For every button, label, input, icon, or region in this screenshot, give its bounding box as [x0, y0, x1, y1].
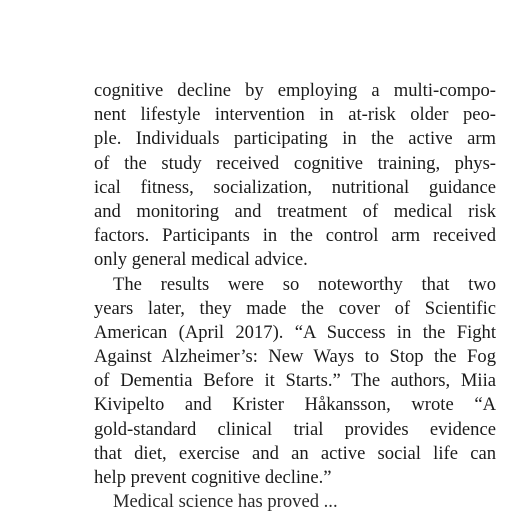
- text-line: of the study received cognitive training, phys-: [94, 152, 496, 174]
- text-line: factors. Participants in the control arm received: [94, 225, 496, 247]
- text-line: years later, they made the cover of Scientific: [94, 297, 496, 319]
- text-line: ical fitness, socialization, nutritional guidance: [94, 176, 496, 198]
- text-line: and monitoring and treatment of medical risk: [94, 200, 496, 222]
- text-line: help prevent cognitive decline.”: [94, 467, 332, 488]
- text-line: American (April 2017). “A Success in the Fight: [94, 321, 496, 343]
- paragraph-1: [94, 79, 496, 273]
- text-line: that diet, exercise and an active social life can: [94, 442, 496, 464]
- cut-off-line: Medical science has proved ...: [113, 491, 338, 512]
- text-line: of Dementia Before it Starts.” The authors, Miia: [94, 370, 496, 392]
- text-line: gold-standard clinical trial provides evidence: [94, 418, 496, 440]
- text-line: cognitive decline by employing a multi-compo-: [94, 80, 496, 101]
- body-text: [94, 79, 496, 512]
- text-line: Against Alzheimer’s: New Ways to Stop the Fog: [94, 346, 496, 368]
- text-line: Kivipelto and Krister Håkansson, wrote “A: [94, 394, 496, 416]
- text-line: only general medical advice.: [94, 249, 308, 271]
- text-line: nent lifestyle intervention in at-risk older peo-: [94, 104, 496, 126]
- text-line: ple. Individuals participating in the active arm: [94, 128, 496, 150]
- paragraph-2: [94, 273, 496, 491]
- text-line: The results were so noteworthy that two: [113, 273, 496, 295]
